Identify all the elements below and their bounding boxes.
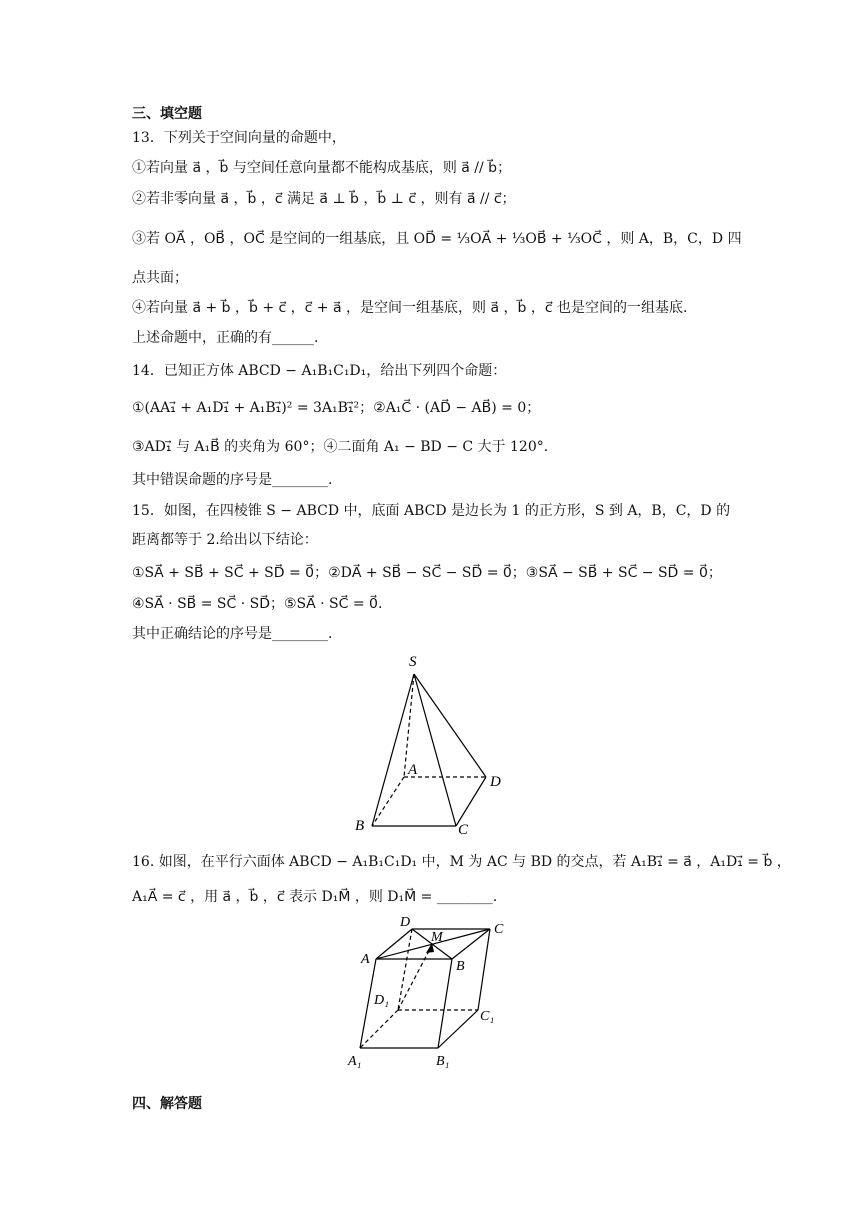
q13-item-4: ④若向量 a⃗ + b⃗ ，b⃗ + c⃗ ，c⃗ + a⃗ ，是空间一组基底，则 a⃗ ，b⃗ ，c⃗ 也是空间的一组基底. bbox=[132, 300, 688, 316]
q13-item-3-cont: 点共面； bbox=[132, 270, 188, 286]
label-A1: A₁ bbox=[348, 1054, 362, 1069]
edge-BB1 bbox=[438, 959, 452, 1048]
label-C: C bbox=[458, 822, 469, 838]
q16-stem: 16. 如图，在平行六面体 ABCD − A₁B₁C₁D₁ 中，M 为 AC 与 BD 的交点，若 A₁B₁⃗ = a⃗ ，A₁D₁⃗ = b⃗ ， bbox=[132, 854, 791, 870]
label-S: S bbox=[409, 654, 417, 670]
q15-question: 其中正确结论的序号是________. bbox=[132, 626, 333, 642]
label-B1: B₁ bbox=[436, 1054, 450, 1069]
label-B: B bbox=[456, 959, 465, 974]
q13-stem: 13．下列关于空间向量的命题中， bbox=[132, 130, 346, 146]
section-heading-answer: 四、解答题 bbox=[132, 1096, 202, 1112]
q16-stem-cont: A₁A⃗ = c⃗ ，用 a⃗ ，b⃗ ，c⃗ 表示 D₁M⃗ ，则 D₁M⃗ = ________. bbox=[132, 889, 498, 905]
q15-conclusions-1-3: ①SA⃗ + SB⃗ + SC⃗ + SD⃗ = 0⃗；②DA⃗ + SB⃗ − SC⃗ − SD⃗ = 0⃗；③SA⃗ − SB⃗ + SC⃗ − SD⃗ = 0⃗； bbox=[132, 565, 722, 581]
edge-SC bbox=[414, 674, 456, 826]
edge-CD bbox=[456, 777, 486, 826]
q13-item-3: ③若 OA⃗ ，OB⃗ ，OC⃗ 是空间的一组基底，且 OD⃗ = ⅓OA⃗ + ⅓OB⃗ + ⅓OC⃗ ，则 A，B，C，D 四 bbox=[132, 231, 742, 247]
q14-question: 其中错误命题的序号是________. bbox=[132, 472, 333, 488]
label-D: D bbox=[490, 774, 501, 790]
q13-item-1: ①若向量 a⃗ ，b⃗ 与空间任意向量都不能构成基底，则 a⃗ // b⃗； bbox=[132, 160, 512, 176]
edge-B1C1 bbox=[438, 1010, 478, 1048]
edge-AB-hidden bbox=[372, 777, 404, 826]
q13-question: 上述命题中，正确的有______. bbox=[132, 330, 319, 346]
label-C1: C₁ bbox=[480, 1009, 495, 1024]
q15-stem: 15．如图，在四棱锥 S − ABCD 中，底面 ABCD 是边长为 1 的正方形，S 到 A，B，C，D 的 bbox=[132, 503, 731, 519]
label-A: A bbox=[361, 952, 370, 967]
edge-SB bbox=[372, 674, 414, 826]
section-heading-fill-in: 三、填空题 bbox=[132, 106, 202, 122]
label-C: C bbox=[494, 922, 504, 937]
parallelepiped-figure bbox=[340, 912, 530, 1072]
pyramid-figure bbox=[350, 650, 520, 840]
q14-props-3-4: ③AD₁⃗ 与 A₁B⃗ 的夹角为 60°；④二面角 A₁ − BD − C 大于 120°. bbox=[132, 439, 549, 455]
label-D: D bbox=[400, 915, 411, 930]
edge-CC1 bbox=[478, 929, 490, 1010]
q14-props-1-2: ①(AA₁⃗ + A₁D₁⃗ + A₁B₁⃗)² = 3A₁B₁⃗²；②A₁C⃗ · (AD⃗ − AB⃗) = 0； bbox=[132, 400, 541, 416]
label-B: B bbox=[355, 818, 365, 834]
q13-item-2: ②若非零向量 a⃗ ，b⃗ ，c⃗ 满足 a⃗ ⊥ b⃗ ，b⃗ ⊥ c⃗ ，则有 a⃗ // c⃗； bbox=[132, 191, 516, 207]
edge-SD bbox=[414, 674, 486, 777]
q15-stem-cont: 距离都等于 2.给出以下结论： bbox=[132, 532, 318, 548]
q15-conclusions-4-5: ④SA⃗ · SB⃗ = SC⃗ · SD⃗；⑤SA⃗ · SC⃗ = 0⃗. bbox=[132, 596, 383, 612]
label-A: A bbox=[408, 762, 418, 778]
q14-stem: 14．已知正方体 ABCD − A₁B₁C₁D₁，给出下列四个命题： bbox=[132, 363, 507, 379]
label-M: M bbox=[431, 930, 443, 945]
label-D1: D₁ bbox=[374, 993, 389, 1008]
